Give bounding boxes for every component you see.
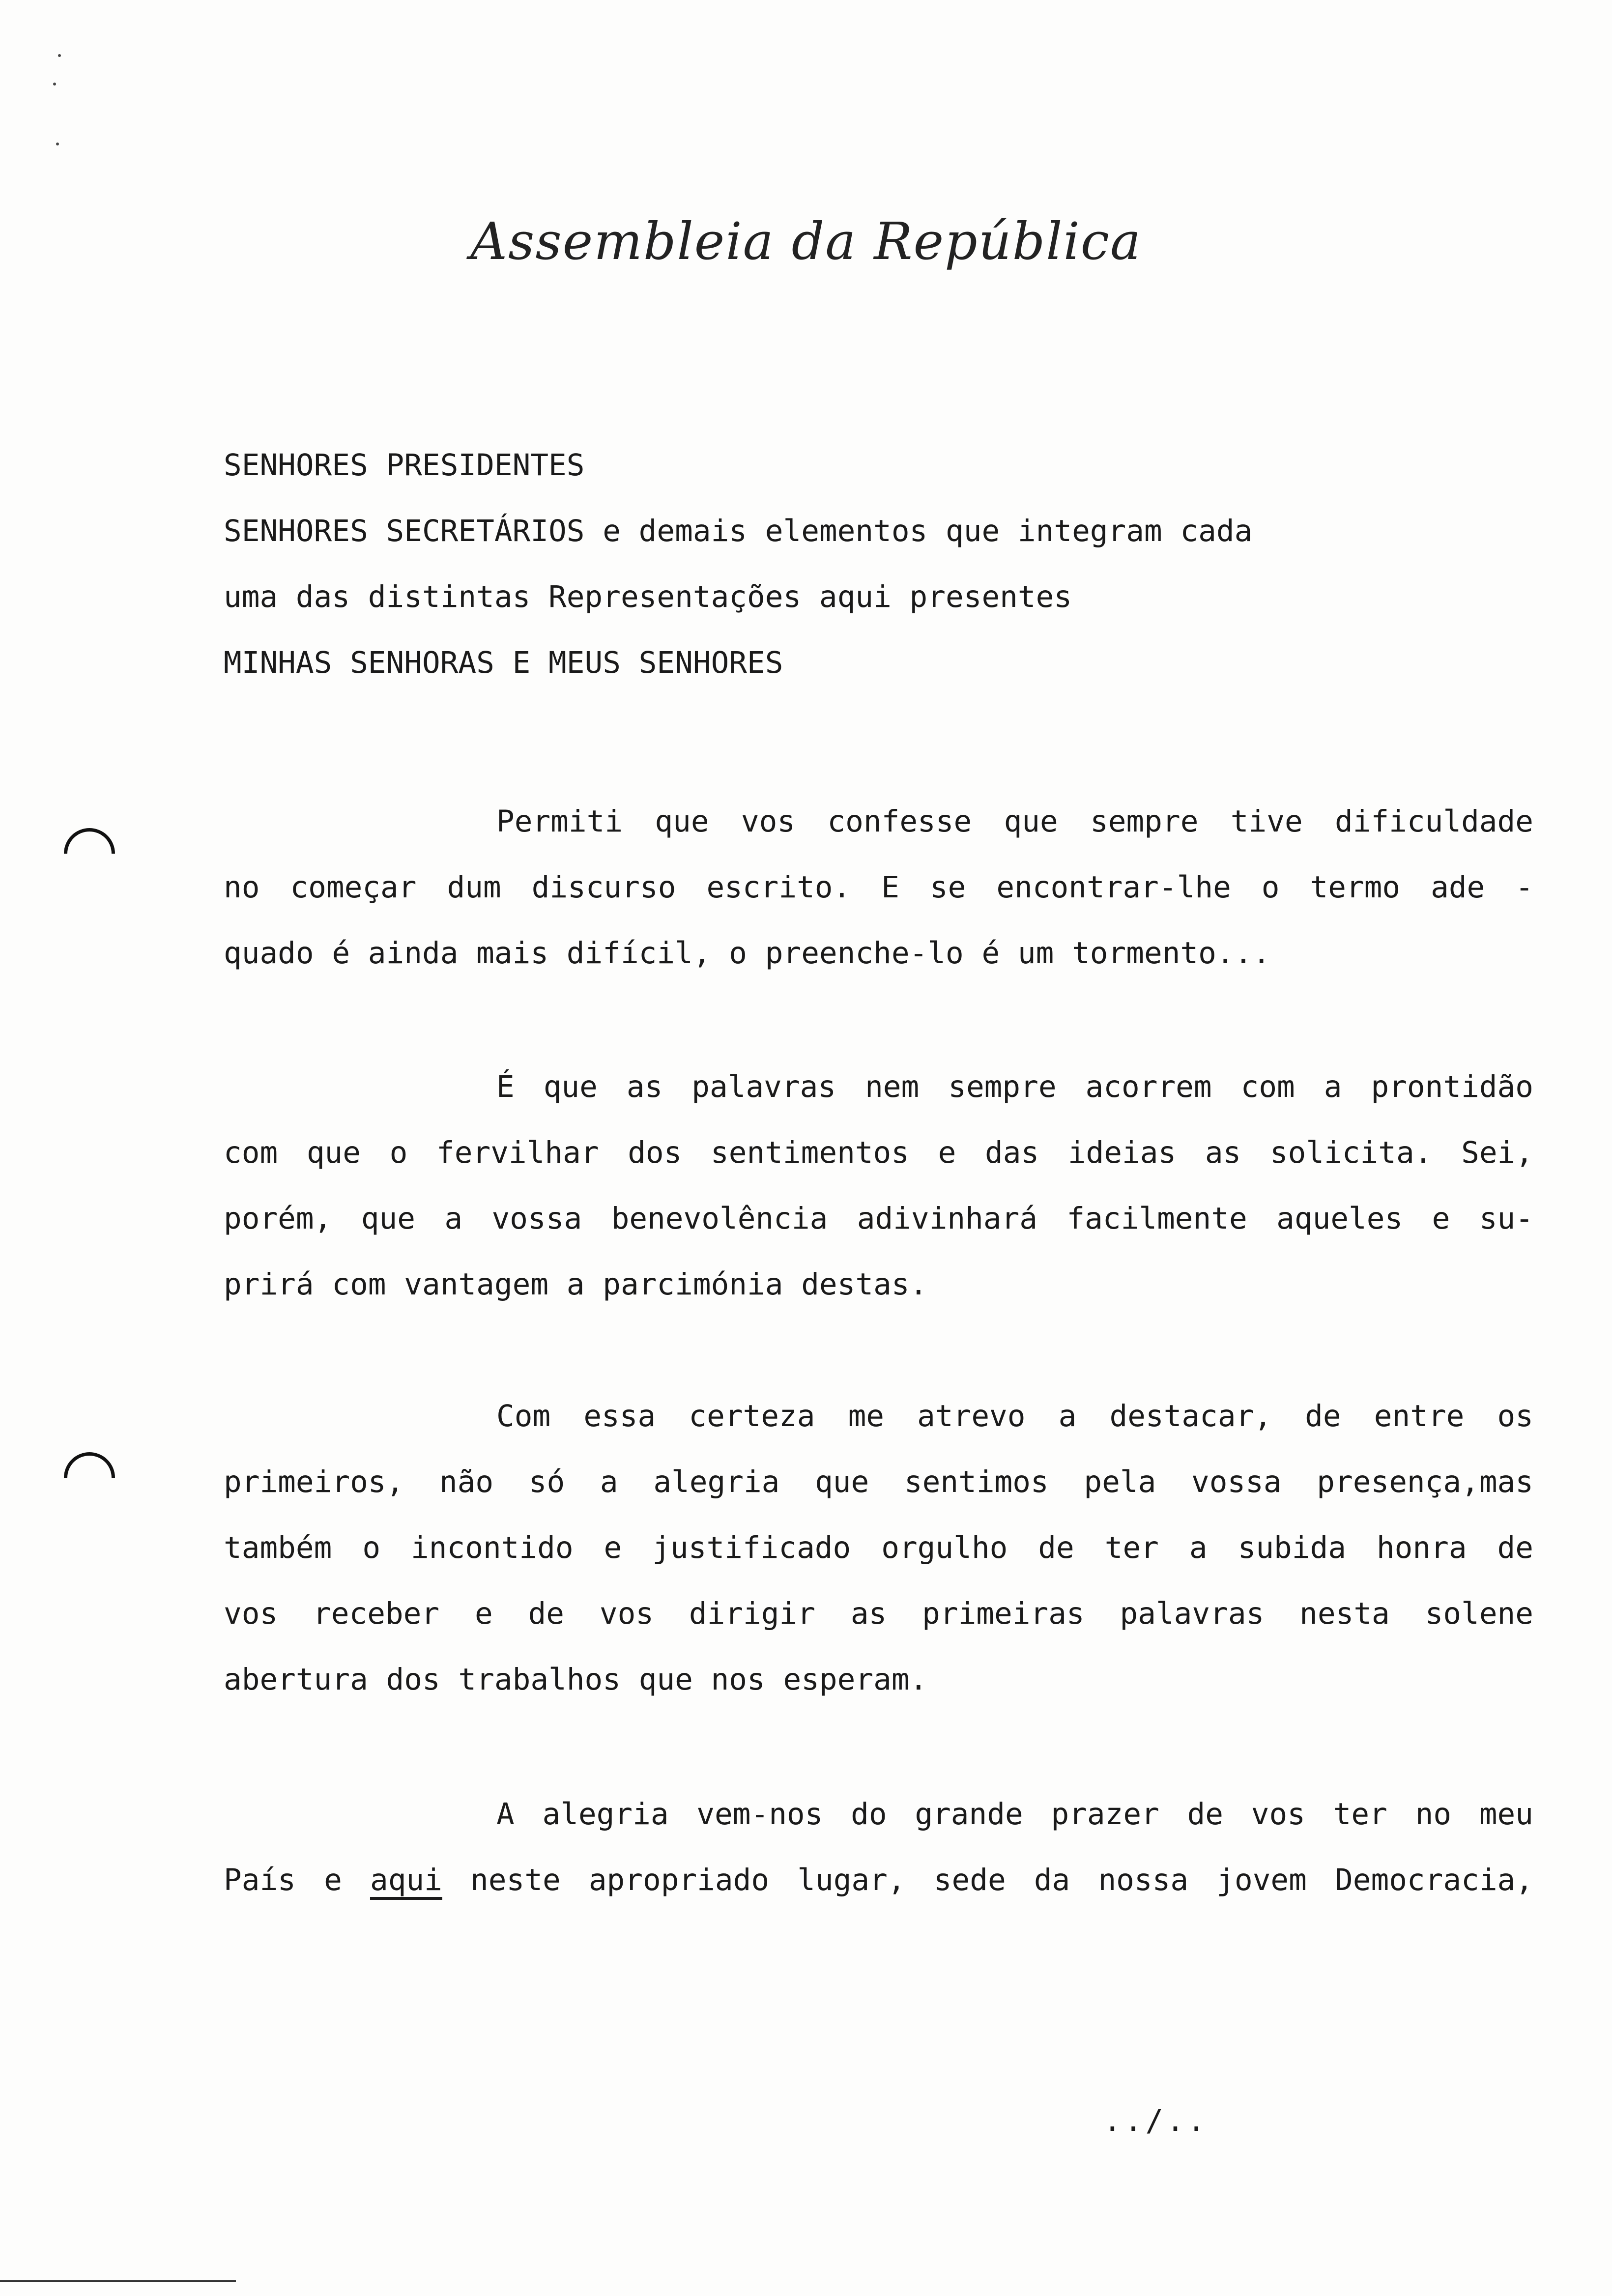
paragraph-line: quado é ainda mais difícil, o preenche-lo é um tormento... (224, 936, 1271, 971)
paragraph-3 (224, 1383, 1533, 1713)
paragraph-line: porém, que a vossa benevolência adivinhará facilmente aqueles e su- (224, 1201, 1533, 1236)
paragraph-line: também o incontido e justificado orgulho de ter a subida honra de (224, 1530, 1533, 1565)
punch-hole-mark (53, 817, 125, 890)
salutation-block (224, 432, 1551, 696)
paragraph-4 (224, 1781, 1533, 1913)
paragraph-line: abertura dos trabalhos que nos esperam. (224, 1662, 928, 1697)
paragraph-1 (224, 789, 1533, 986)
salutation-line: uma das distintas Representações aqui presentes (224, 579, 1072, 614)
salutation-line: SENHORES PRESIDENTES (224, 448, 585, 483)
paragraph-line: com que o fervilhar dos sentimentos e das ideias as solicita. Sei, (224, 1135, 1533, 1170)
scan-speck (58, 54, 61, 57)
salutation-line: MINHAS SENHORAS E MEUS SENHORES (224, 645, 783, 680)
scan-speck (56, 143, 59, 145)
salutation-line: SENHORES SECRETÁRIOS e demais elementos que integram cada (224, 514, 1253, 548)
paragraph-line: primeiros, não só a alegria que sentimos pela vossa presença,mas (224, 1464, 1533, 1499)
paragraph-2 (224, 1054, 1533, 1318)
paragraph-line: A alegria vem-nos do grande prazer de vos ter no meu (496, 1797, 1533, 1832)
scan-speck (53, 83, 56, 86)
punch-hole-mark (53, 1441, 125, 1514)
paragraph-line: no começar dum discurso escrito. E se encontrar-lhe o termo ade - (224, 870, 1533, 905)
letterhead-title: Assembleia da República (470, 211, 1142, 271)
underlined-word: aqui (370, 1863, 442, 1897)
paragraph-line: vos receber e de vos dirigir as primeiras palavras nesta solene (224, 1596, 1533, 1631)
page-continuation-mark: ../.. (1103, 2103, 1209, 2138)
paragraph-line: prirá com vantagem a parcimónia destas. (224, 1267, 928, 1302)
paragraph-line: País e aqui neste apropriado lugar, sede da nossa jovem Democracia, (224, 1863, 1534, 1897)
paragraph-line: Permiti que vos confesse que sempre tive dificuldade (496, 804, 1533, 839)
bottom-edge-rule (0, 2280, 236, 2282)
paragraph-line: É que as palavras nem sempre acorrem com a prontidão (496, 1069, 1533, 1104)
paragraph-line: Com essa certeza me atrevo a destacar, de entre os (496, 1399, 1533, 1434)
